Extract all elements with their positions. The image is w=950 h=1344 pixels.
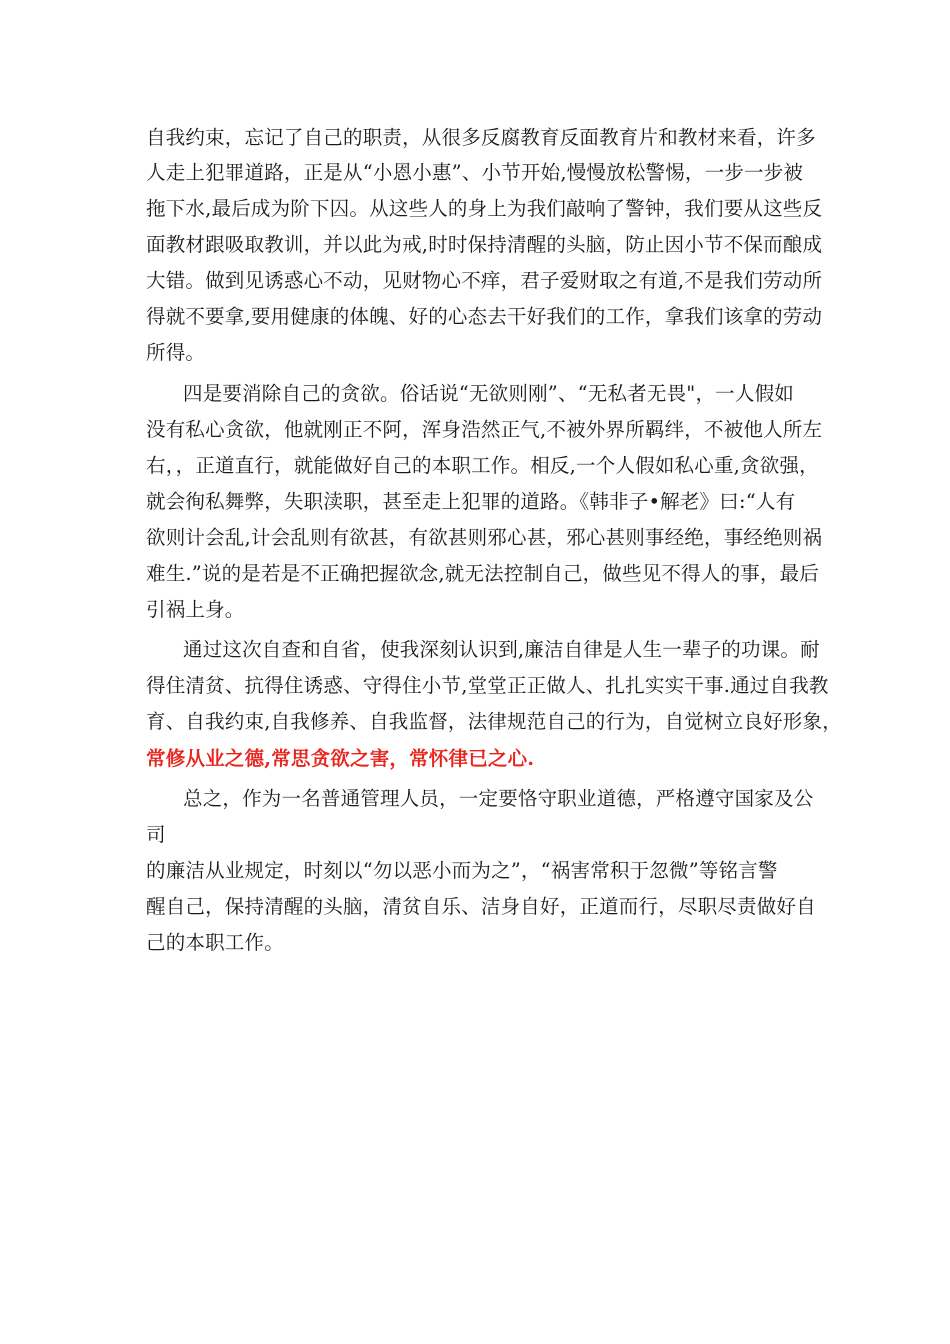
- paragraph-line: 面教材跟吸取教训，并以此为戒,时时保持清醒的头脑，防止因小节不保而酿成: [146, 233, 823, 256]
- paragraph-line: 就会徇私舞弊，失职渎职，甚至走上犯罪的道路。《韩非子•解老》曰:“人有: [146, 490, 796, 513]
- paragraph-line: 引祸上身。: [146, 598, 245, 621]
- paragraph-line: 拖下水,最后成为阶下囚。从这些人的身上为我们敲响了警钟，我们要从这些反: [146, 197, 823, 220]
- paragraph-line: 得住清贫、抗得住诱惑、守得住小节,堂堂正正做人、扎扎实实干事.通过自我教: [146, 674, 829, 697]
- paragraph-line: 大错。做到见诱惑心不动，见财物心不痒，君子爱财取之有道,不是我们劳动所: [146, 269, 823, 292]
- paragraph-line: 总之，作为一名普通管理人员，一定要恪守职业道德，严格遵守国家及公: [183, 787, 814, 810]
- paragraph-line: 得就不要拿,要用健康的体魄、好的心态去干好我们的工作，拿我们该拿的劳动: [146, 305, 823, 328]
- paragraph-line: 醒自己，保持清醒的头脑，清贫自乐、洁身自好，正道而行，尽职尽责做好自: [146, 895, 816, 918]
- paragraph-line: 己的本职工作。: [146, 931, 284, 954]
- paragraph-line: 育、自我约束,自我修养、自我监督，法律规范自己的行为，自觉树立良好形象，: [146, 710, 842, 733]
- paragraph-line: 人走上犯罪道路，正是从“小恩小惠”、小节开始,慢慢放松警惕，一步一步被: [146, 161, 804, 184]
- paragraph-line: 自我约束，忘记了自己的职责，从很多反腐教育反面教育片和教材来看，许多: [146, 126, 816, 149]
- paragraph-line: 所得。: [146, 341, 206, 364]
- paragraph-line: 难生.”说的是若是不正确把握欲念,就无法控制自己，做些见不得人的事，最后: [146, 562, 820, 585]
- paragraph-line: 四是要消除自己的贪欲。俗话说“无欲则刚”、“无私者无畏"，一人假如: [183, 382, 794, 405]
- paragraph-line: 欲则计会乱,计会乱则有欲甚，有欲甚则邪心甚，邪心甚则事经绝，事经绝则祸: [146, 526, 823, 549]
- paragraph-line: 司: [146, 823, 166, 846]
- paragraph-line: 通过这次自查和自省，使我深刻认识到,廉洁自律是人生一辈子的功课。耐: [183, 638, 820, 661]
- paragraph-line: 的廉洁从业规定，时刻以“勿以恶小而为之”，“祸害常积于忽微”等铭言警: [146, 859, 778, 882]
- highlighted-motto: 常修从业之德,常思贪欲之害，常怀律已之心.: [146, 747, 535, 770]
- paragraph-line: 右，，正道直行，就能做好自己的本职工作。相反,一个人假如私心重,贪欲强，: [146, 454, 819, 477]
- paragraph-line: 没有私心贪欲，他就刚正不阿，浑身浩然正气,不被外界所羁绊，不被他人所左: [146, 418, 823, 441]
